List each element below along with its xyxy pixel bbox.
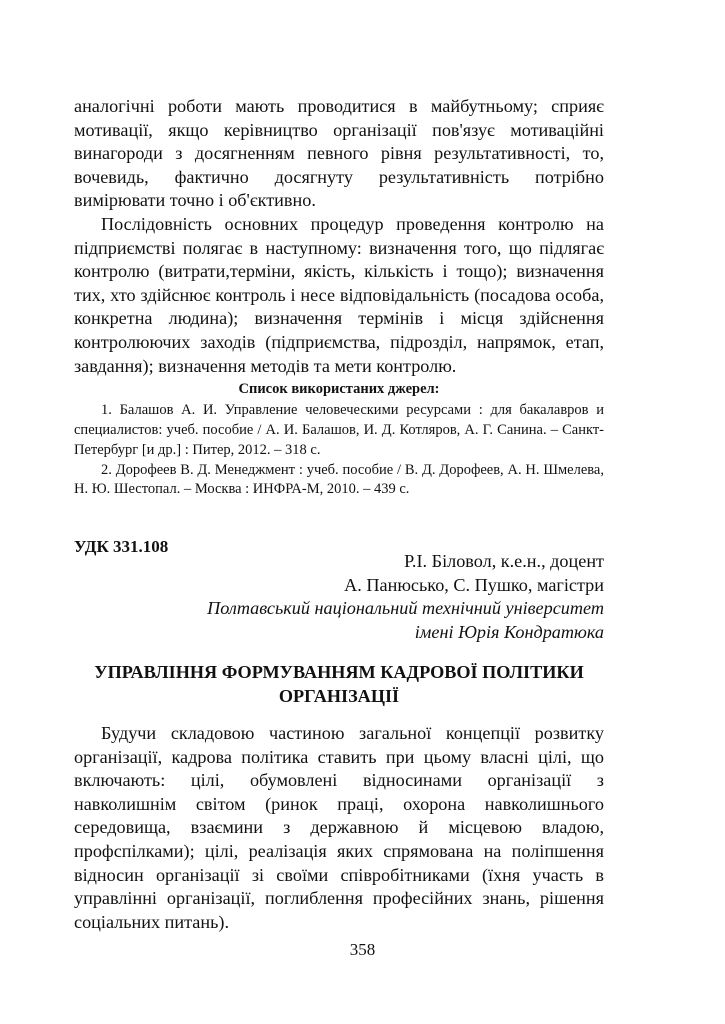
article-title <box>74 661 604 708</box>
bottom-text-block <box>74 722 604 934</box>
reference-item: 2. Дорофеев В. Д. Менеджмент : учеб. пособие / В. Д. Дорофеев, А. Н. Шмелева, Н. Ю. Шестопал. – Москва : ИНФРА-М, 2010. – 439 с. <box>74 461 604 498</box>
paragraph-control-procedures: Послідовність основних процедур проведення контролю на підприємстві полягає в наступному: визначення того, що підлягає контролю (витрати,терміни, якість, кількість і тощо); визначення тих, хто здійснює контроль і несе відповідальність (посадова особа, конкретна людина); визначення термінів і місця здійснення контролюючих заходів (підприємства, підрозділ, напрямок, етап, завдання); визначення методів та мети контролю. <box>74 213 604 376</box>
reference-item: 1. Балашов А. И. Управление человеческими ресурсами : для бакалавров и специалистов: учеб. пособие / А. И. Балашов, И. Д. Котляров, А. Г. Санина. – Санкт-Петербург [и др.] : Питер, 2012. – 318 с. <box>74 402 604 458</box>
page-number: 358 <box>349 940 376 959</box>
university-name: Полтавський національний технічний університет <box>207 598 604 619</box>
paragraph-personnel-policy: Будучи складовою частиною загальної концепції розвитку організації, кадрова політика ставить при цьому власні цілі, що включають: цілі, обумовлені відносинами організації з навколишнім світом (ринок праці, охорона навколишнього середовища, взаємини з державною й місцевою владою, профспілками); цілі, реалізація яких спрямована на поліпшення відносин організації зі своїми співробітниками (їхня участь в управлінні організації, поглиблення професійних знань, рішення соціальних питань). <box>74 723 604 932</box>
university-name: імені Юрія Кондратюка <box>414 621 604 642</box>
author-line: А. Панюсько, С. Пушко, магістри <box>344 574 604 595</box>
article-title-line: УПРАВЛІННЯ ФОРМУВАННЯМ КАДРОВОЇ ПОЛІТИКИ <box>94 662 584 682</box>
udk-code: УДК 331.108 <box>74 537 169 556</box>
paragraph-continuation: аналогічні роботи мають проводитися в майбутньому; сприяє мотивації, якщо керівництво організації пов'язує мотиваційні винагороди з досягненням певного рівня результативності, то, вочевидь, фактично досягнуту результативність потрібно вимірювати точно і об'єктивно. <box>74 96 604 211</box>
author-line: Р.І. Біловол, к.е.н., доцент <box>404 551 604 571</box>
article-title-line: ОРГАНІЗАЦІЇ <box>278 685 400 706</box>
authors-block <box>207 550 604 644</box>
top-text-block <box>74 95 604 500</box>
references-title: Список використаних джерел: <box>238 381 440 398</box>
references-section <box>74 380 604 500</box>
